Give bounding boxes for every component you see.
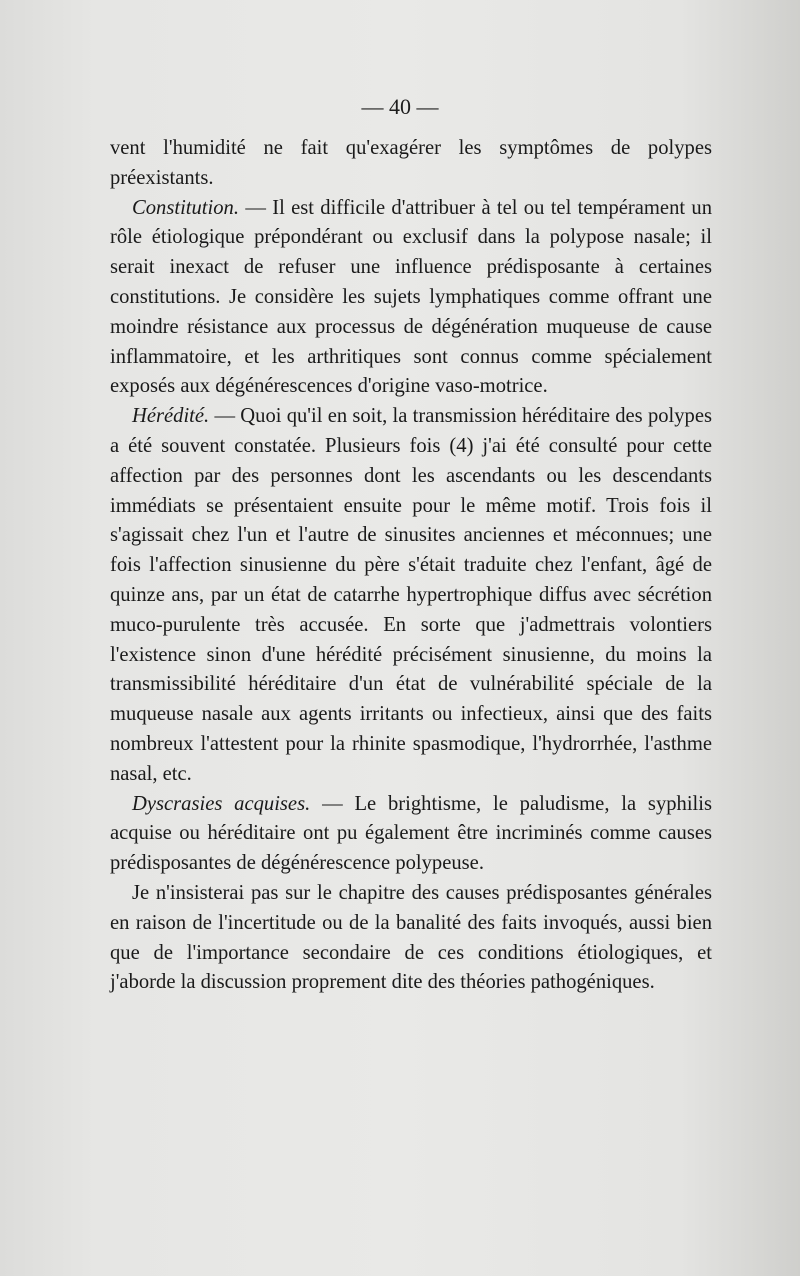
paragraph-constitution xyxy=(110,194,712,403)
paragraph-text: — Quoi qu'il en soit, la transmission héréditaire des polypes a été souvent constatée. Plusieurs fois (4) j'ai été consulté pour cette affection par des personnes dont les ascendants ou les descendants immédiats se présentaient ensuite pour le même motif. Trois fois il s'agissait chez l'un et l'autre de sinusites anciennes et méconnues; une fois l'affection sinusienne du père s'était traduite chez l'enfant, âgé de quinze ans, par un état de catarrhe hypertrophique diffus avec sécrétion muco-purulente très accusée. En sorte que j'admettrais volontiers l'existence sinon d'une hérédité précisément sinusienne, du moins la transmissibilité héréditaire d'un état de vulnérabilité spéciale de la muqueuse nasale aux agents irritants ou infectieux, ainsi que des faits nombreux l'attestent pour la rhinite spasmodique, l'hydrorrhée, l'asthme nasal, etc. xyxy=(110,405,713,785)
paragraph-text: vent l'humidité ne fait qu'exagérer les symptômes de polypes préexistants. xyxy=(110,137,712,189)
paragraph-text: Je n'insisterai pas sur le chapitre des causes prédisposantes générales en raison de l'incertitude ou de la banalité des faits invoqués, aussi bien que de l'importance secondaire de ces conditions étiologiques, et j'aborde la discussion proprement dite des théories pathogéniques. xyxy=(110,881,712,994)
paragraph-heredite xyxy=(110,402,712,789)
page-number: — 40 — xyxy=(361,94,439,119)
paragraph-continuation xyxy=(110,134,712,194)
body-text xyxy=(110,134,712,998)
paragraph-conclusion xyxy=(110,879,712,998)
section-heading-constitution: Constitution. xyxy=(132,196,239,219)
paragraph-text: — Il est difficile d'attribuer à tel ou tel tempérament un rôle étiologique prépondérant ou exclusif dans la polypose nasale; il serait inexact de refuser une influence prédisposante à certaines constitutions. Je considère les sujets lymphatiques comme offrant une moindre résistance aux processus de dégénération muqueuse de cause inflammatoire, et les arthritiques sont connus comme spécialement exposés aux dégénérescences d'origine vaso-motrice. xyxy=(110,196,712,398)
section-heading-heredite: Hérédité. xyxy=(132,405,210,428)
paragraph-text: — Le brightisme, le paludisme, la syphilis acquise ou héréditaire ont pu également être incriminés comme causes prédisposantes de dégénérescence polypeuse. xyxy=(110,792,713,875)
section-heading-dyscrasies: Dyscrasies acquises. xyxy=(132,792,311,815)
paragraph-dyscrasies xyxy=(110,790,712,879)
